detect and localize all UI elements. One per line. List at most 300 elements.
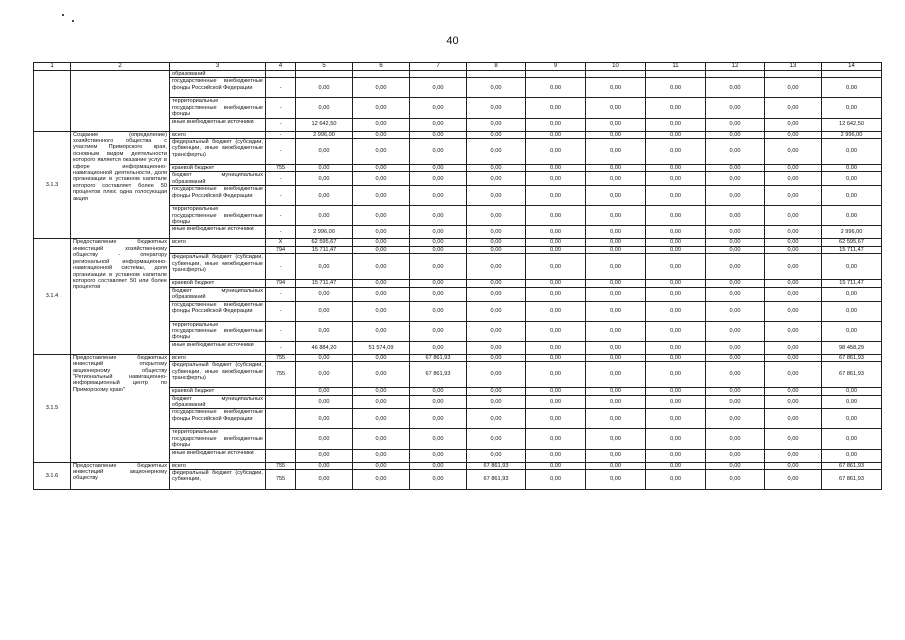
amount-cell: 0,00 xyxy=(296,388,353,395)
amount-cell: 0,00 xyxy=(353,287,410,301)
amount-cell: 0,00 xyxy=(822,206,882,226)
amount-cell: 0,00 xyxy=(765,409,822,429)
amount-cell: 0,00 xyxy=(586,239,646,246)
amount-cell: 0,00 xyxy=(646,409,706,429)
budget-code: 794 xyxy=(266,246,296,253)
budget-code xyxy=(266,395,296,409)
funding-source: федеральный бюджет (субсидии, субвенции, xyxy=(170,469,266,489)
amount-cell: 0,00 xyxy=(822,186,882,206)
budget-code: 794 xyxy=(266,280,296,287)
amount-cell: 0,00 xyxy=(765,186,822,206)
amount-cell: 0,00 xyxy=(526,388,586,395)
column-number-row xyxy=(34,63,882,71)
amount-cell: 0,00 xyxy=(822,98,882,118)
amount-cell: 0,00 xyxy=(353,206,410,226)
amount-cell: 15 711,47 xyxy=(296,246,353,253)
section-number: 3.1.4 xyxy=(34,239,71,354)
amount-cell: 0,00 xyxy=(410,239,467,246)
budget-code: - xyxy=(266,206,296,226)
amount-cell xyxy=(586,71,646,78)
amount-cell: 0,00 xyxy=(353,301,410,321)
amount-cell: 0,00 xyxy=(765,139,822,165)
section-number: 3.1.6 xyxy=(34,462,71,489)
amount-cell: 0,00 xyxy=(296,321,353,341)
section-number: 3.1.5 xyxy=(34,354,71,462)
amount-cell: 0,00 xyxy=(410,462,467,469)
column-number-header: 14 xyxy=(822,63,882,71)
amount-cell: 0,00 xyxy=(296,449,353,462)
amount-cell: 0,00 xyxy=(706,409,765,429)
amount-cell: 0,00 xyxy=(706,165,765,172)
amount-cell: 0,00 xyxy=(706,226,765,239)
amount-cell: 0,00 xyxy=(410,246,467,253)
amount-cell: 0,00 xyxy=(410,78,467,98)
amount-cell: 0,00 xyxy=(646,206,706,226)
amount-cell: 0,00 xyxy=(353,172,410,186)
amount-cell: 0,00 xyxy=(526,469,586,489)
amount-cell: 0,00 xyxy=(467,341,526,354)
amount-cell: 0,00 xyxy=(706,395,765,409)
amount-cell: 0,00 xyxy=(822,388,882,395)
amount-cell: 0,00 xyxy=(467,78,526,98)
amount-cell: 0,00 xyxy=(706,98,765,118)
amount-cell: 0,00 xyxy=(586,395,646,409)
amount-cell: 0,00 xyxy=(410,287,467,301)
amount-cell: 0,00 xyxy=(765,301,822,321)
amount-cell: 0,00 xyxy=(353,449,410,462)
amount-cell: 0,00 xyxy=(646,362,706,388)
budget-code: - xyxy=(266,254,296,280)
amount-cell: 0,00 xyxy=(646,354,706,361)
funding-source: краевой бюджет xyxy=(170,280,266,287)
amount-cell: 0,00 xyxy=(526,254,586,280)
amount-cell: 0,00 xyxy=(353,246,410,253)
amount-cell: 0,00 xyxy=(353,118,410,131)
amount-cell: 0,00 xyxy=(467,449,526,462)
amount-cell: 0,00 xyxy=(706,172,765,186)
amount-cell: 0,00 xyxy=(646,395,706,409)
amount-cell: 0,00 xyxy=(467,254,526,280)
amount-cell: 0,00 xyxy=(353,165,410,172)
amount-cell: 15 711,47 xyxy=(822,280,882,287)
amount-cell xyxy=(526,71,586,78)
amount-cell: 0,00 xyxy=(526,239,586,246)
amount-cell: 12 642,50 xyxy=(822,118,882,131)
amount-cell: 0,00 xyxy=(765,254,822,280)
amount-cell: 0,00 xyxy=(765,78,822,98)
amount-cell: 0,00 xyxy=(586,246,646,253)
amount-cell: 0,00 xyxy=(586,131,646,138)
amount-cell: 0,00 xyxy=(586,165,646,172)
amount-cell: 0,00 xyxy=(586,301,646,321)
amount-cell: 0,00 xyxy=(526,354,586,361)
amount-cell: 0,00 xyxy=(296,469,353,489)
amount-cell: 0,00 xyxy=(586,118,646,131)
amount-cell: 0,00 xyxy=(586,280,646,287)
amount-cell: 62 595,67 xyxy=(822,239,882,246)
amount-cell: 0,00 xyxy=(526,301,586,321)
amount-cell: 0,00 xyxy=(467,280,526,287)
amount-cell: 0,00 xyxy=(353,429,410,449)
amount-cell: 0,00 xyxy=(353,239,410,246)
amount-cell: 0,00 xyxy=(822,287,882,301)
amount-cell: 0,00 xyxy=(526,341,586,354)
amount-cell: 0,00 xyxy=(526,449,586,462)
amount-cell: 0,00 xyxy=(296,98,353,118)
amount-cell: 0,00 xyxy=(526,462,586,469)
budget-code: - xyxy=(266,301,296,321)
amount-cell: 0,00 xyxy=(765,280,822,287)
amount-cell: 0,00 xyxy=(586,139,646,165)
amount-cell: 0,00 xyxy=(410,341,467,354)
amount-cell: 0,00 xyxy=(822,78,882,98)
amount-cell: 0,00 xyxy=(586,409,646,429)
amount-cell: 0,00 xyxy=(296,362,353,388)
amount-cell: 0,00 xyxy=(353,226,410,239)
amount-cell: 0,00 xyxy=(526,287,586,301)
amount-cell: 0,00 xyxy=(410,206,467,226)
funding-source: территориальные государственные внебюджетные фонды xyxy=(170,321,266,341)
budget-code: - xyxy=(266,139,296,165)
amount-cell: 0,00 xyxy=(646,78,706,98)
amount-cell: 0,00 xyxy=(765,239,822,246)
column-number-header: 7 xyxy=(410,63,467,71)
amount-cell: 0,00 xyxy=(646,186,706,206)
column-number-header: 13 xyxy=(765,63,822,71)
amount-cell: 0,00 xyxy=(706,139,765,165)
amount-cell: 0,00 xyxy=(822,395,882,409)
amount-cell: 0,00 xyxy=(353,395,410,409)
activity-description: Предоставление бюджетных инвестиций акционерному обществу xyxy=(71,462,170,489)
amount-cell: 15 711,47 xyxy=(822,246,882,253)
funding-source: государственные внебюджетные фонды Российской Федерации xyxy=(170,186,266,206)
amount-cell: 0,00 xyxy=(586,78,646,98)
amount-cell: 0,00 xyxy=(467,131,526,138)
budget-code: 755 xyxy=(266,362,296,388)
amount-cell: 0,00 xyxy=(467,246,526,253)
budget-code: - xyxy=(266,226,296,239)
amount-cell: 0,00 xyxy=(526,226,586,239)
amount-cell: 0,00 xyxy=(410,226,467,239)
amount-cell: 0,00 xyxy=(646,139,706,165)
amount-cell: 0,00 xyxy=(706,239,765,246)
amount-cell: 67 861,93 xyxy=(410,362,467,388)
funding-source: бюджет муниципальных образований xyxy=(170,287,266,301)
funding-source: иные внебюджетные источники xyxy=(170,226,266,239)
amount-cell: 67 861,93 xyxy=(822,469,882,489)
amount-cell: 12 642,50 xyxy=(296,118,353,131)
amount-cell: 0,00 xyxy=(706,287,765,301)
amount-cell: 0,00 xyxy=(586,172,646,186)
amount-cell: 0,00 xyxy=(467,362,526,388)
amount-cell xyxy=(646,71,706,78)
funding-source: территориальные государственные внебюджетные фонды xyxy=(170,98,266,118)
amount-cell: 0,00 xyxy=(353,139,410,165)
amount-cell: 0,00 xyxy=(646,246,706,253)
table-row xyxy=(34,239,882,246)
column-number-header: 12 xyxy=(706,63,765,71)
amount-cell: 0,00 xyxy=(526,118,586,131)
amount-cell: 0,00 xyxy=(353,98,410,118)
amount-cell: 0,00 xyxy=(706,388,765,395)
amount-cell: 0,00 xyxy=(353,254,410,280)
budget-code: - xyxy=(266,98,296,118)
amount-cell: 0,00 xyxy=(296,287,353,301)
amount-cell: 0,00 xyxy=(353,186,410,206)
amount-cell: 0,00 xyxy=(353,354,410,361)
funding-source: всего xyxy=(170,239,266,246)
funding-source: краевой бюджет xyxy=(170,165,266,172)
amount-cell: 67 861,93 xyxy=(467,462,526,469)
amount-cell: 0,00 xyxy=(296,139,353,165)
amount-cell: 0,00 xyxy=(586,226,646,239)
amount-cell: 0,00 xyxy=(467,139,526,165)
amount-cell: 51 574,09 xyxy=(353,341,410,354)
amount-cell: 0,00 xyxy=(353,462,410,469)
amount-cell: 0,00 xyxy=(586,206,646,226)
amount-cell: 0,00 xyxy=(410,395,467,409)
amount-cell: 0,00 xyxy=(646,172,706,186)
amount-cell: 0,00 xyxy=(296,78,353,98)
amount-cell: 0,00 xyxy=(586,341,646,354)
amount-cell: 0,00 xyxy=(353,409,410,429)
amount-cell: 0,00 xyxy=(765,206,822,226)
amount-cell: 0,00 xyxy=(410,165,467,172)
amount-cell: 0,00 xyxy=(410,321,467,341)
amount-cell: 0,00 xyxy=(765,395,822,409)
amount-cell: 0,00 xyxy=(706,280,765,287)
amount-cell: 0,00 xyxy=(410,118,467,131)
amount-cell: 0,00 xyxy=(646,254,706,280)
amount-cell: 0,00 xyxy=(296,409,353,429)
budget-code: - xyxy=(266,321,296,341)
amount-cell: 0,00 xyxy=(353,362,410,388)
amount-cell: 0,00 xyxy=(410,469,467,489)
activity-description: Создание (определение) хозяйственного общества с участием Приморского края, основным видом деятельности которого является оказание услуг в сфере информационно-навигационной деятельности, доля организации в уставном капитале которого составляет более 50 процентов плюс одна голосующая акция xyxy=(71,131,170,239)
amount-cell: 0,00 xyxy=(706,469,765,489)
amount-cell: 0,00 xyxy=(586,354,646,361)
amount-cell: 0,00 xyxy=(765,354,822,361)
amount-cell: 0,00 xyxy=(410,131,467,138)
amount-cell: 62 595,67 xyxy=(296,239,353,246)
amount-cell: 0,00 xyxy=(822,409,882,429)
activity-description xyxy=(71,71,170,132)
amount-cell: 2 996,00 xyxy=(296,131,353,138)
amount-cell: 0,00 xyxy=(765,118,822,131)
amount-cell: 0,00 xyxy=(646,341,706,354)
amount-cell: 0,00 xyxy=(822,321,882,341)
amount-cell: 0,00 xyxy=(296,301,353,321)
budget-code: X xyxy=(266,239,296,246)
column-number-header: 11 xyxy=(646,63,706,71)
amount-cell: 0,00 xyxy=(467,409,526,429)
amount-cell: 67 861,93 xyxy=(467,469,526,489)
amount-cell: 0,00 xyxy=(765,449,822,462)
amount-cell: 0,00 xyxy=(646,301,706,321)
amount-cell: 0,00 xyxy=(526,131,586,138)
amount-cell: 0,00 xyxy=(822,449,882,462)
amount-cell xyxy=(822,71,882,78)
amount-cell: 0,00 xyxy=(822,301,882,321)
amount-cell: 0,00 xyxy=(467,354,526,361)
amount-cell: 67 861,93 xyxy=(822,462,882,469)
amount-cell: 0,00 xyxy=(646,462,706,469)
amount-cell: 0,00 xyxy=(646,429,706,449)
amount-cell: 0,00 xyxy=(646,388,706,395)
amount-cell: 0,00 xyxy=(646,280,706,287)
amount-cell: 0,00 xyxy=(410,449,467,462)
amount-cell: 0,00 xyxy=(467,388,526,395)
amount-cell: 0,00 xyxy=(765,362,822,388)
budget-table xyxy=(33,62,882,490)
column-number-header: 5 xyxy=(296,63,353,71)
amount-cell: 0,00 xyxy=(467,186,526,206)
amount-cell: 0,00 xyxy=(467,98,526,118)
amount-cell: 0,00 xyxy=(706,321,765,341)
amount-cell: 0,00 xyxy=(646,469,706,489)
amount-cell: 0,00 xyxy=(765,388,822,395)
column-number-header: 9 xyxy=(526,63,586,71)
amount-cell: 0,00 xyxy=(586,287,646,301)
column-number-header: 3 xyxy=(170,63,266,71)
budget-code xyxy=(266,71,296,78)
funding-source: федеральный бюджет (субсидии, субвенции, иные межбюджетные трансферты) xyxy=(170,254,266,280)
amount-cell xyxy=(467,71,526,78)
funding-source: федеральный бюджет (субсидии, субвенции, иные межбюджетные трансферты) xyxy=(170,139,266,165)
amount-cell: 0,00 xyxy=(467,165,526,172)
amount-cell: 0,00 xyxy=(765,226,822,239)
amount-cell: 0,00 xyxy=(586,321,646,341)
amount-cell: 0,00 xyxy=(822,139,882,165)
amount-cell: 0,00 xyxy=(410,388,467,395)
amount-cell: 0,00 xyxy=(586,362,646,388)
scan-speck xyxy=(62,14,64,16)
amount-cell: 67 861,93 xyxy=(822,362,882,388)
amount-cell: 0,00 xyxy=(646,226,706,239)
budget-code: - xyxy=(266,78,296,98)
budget-code: - xyxy=(266,118,296,131)
amount-cell: 0,00 xyxy=(467,118,526,131)
amount-cell: 0,00 xyxy=(296,462,353,469)
column-number-header: 1 xyxy=(34,63,71,71)
amount-cell: 0,00 xyxy=(706,186,765,206)
page-number: 40 xyxy=(446,35,459,47)
funding-source: государственные внебюджетные фонды Российской Федерации xyxy=(170,78,266,98)
amount-cell: 0,00 xyxy=(410,409,467,429)
table-row xyxy=(34,71,882,78)
amount-cell: 0,00 xyxy=(765,172,822,186)
amount-cell: 0,00 xyxy=(296,165,353,172)
amount-cell: 0,00 xyxy=(706,429,765,449)
amount-cell: 0,00 xyxy=(410,254,467,280)
budget-code: 755 xyxy=(266,165,296,172)
amount-cell: 0,00 xyxy=(526,186,586,206)
amount-cell: 0,00 xyxy=(467,206,526,226)
budget-code xyxy=(266,429,296,449)
amount-cell: 0,00 xyxy=(526,409,586,429)
funding-source: бюджет муниципальных образований xyxy=(170,395,266,409)
amount-cell: 0,00 xyxy=(586,254,646,280)
amount-cell: 0,00 xyxy=(646,239,706,246)
amount-cell: 0,00 xyxy=(586,98,646,118)
funding-source: иные внебюджетные источники xyxy=(170,341,266,354)
amount-cell: 0,00 xyxy=(646,118,706,131)
funding-source: государственные внебюджетные фонды Российской Федерации xyxy=(170,409,266,429)
amount-cell: 0,00 xyxy=(765,287,822,301)
amount-cell: 0,00 xyxy=(526,395,586,409)
amount-cell: 0,00 xyxy=(765,131,822,138)
table-row xyxy=(34,462,882,469)
amount-cell: 0,00 xyxy=(353,469,410,489)
amount-cell: 0,00 xyxy=(646,131,706,138)
amount-cell: 0,00 xyxy=(706,341,765,354)
amount-cell: 0,00 xyxy=(526,165,586,172)
amount-cell: 0,00 xyxy=(586,429,646,449)
amount-cell: 0,00 xyxy=(526,78,586,98)
amount-cell: 2 996,00 xyxy=(822,131,882,138)
funding-source: всего xyxy=(170,354,266,361)
amount-cell: 0,00 xyxy=(765,165,822,172)
amount-cell: 2 996,00 xyxy=(296,226,353,239)
amount-cell: 0,00 xyxy=(410,301,467,321)
scan-speck xyxy=(72,20,74,22)
amount-cell: 98 458,29 xyxy=(822,341,882,354)
amount-cell: 0,00 xyxy=(410,139,467,165)
amount-cell: 0,00 xyxy=(706,131,765,138)
amount-cell: 0,00 xyxy=(646,165,706,172)
amount-cell: 0,00 xyxy=(706,254,765,280)
funding-source: всего xyxy=(170,131,266,138)
amount-cell: 0,00 xyxy=(526,246,586,253)
amount-cell: 0,00 xyxy=(467,321,526,341)
amount-cell: 0,00 xyxy=(822,254,882,280)
table-row xyxy=(34,131,882,138)
amount-cell: 0,00 xyxy=(526,206,586,226)
amount-cell: 0,00 xyxy=(296,206,353,226)
activity-description: Предоставление бюджетных инвестиций открытому акционерному обществу "Региональный навигационно-информационный центр по Приморскому краю" xyxy=(71,354,170,462)
funding-source: территориальные государственные внебюджетные фонды xyxy=(170,429,266,449)
amount-cell: 0,00 xyxy=(467,429,526,449)
amount-cell: 0,00 xyxy=(467,395,526,409)
budget-table-body xyxy=(34,71,882,490)
amount-cell: 0,00 xyxy=(765,98,822,118)
funding-source: иные внебюджетные источники xyxy=(170,449,266,462)
amount-cell: 0,00 xyxy=(706,206,765,226)
amount-cell: 0,00 xyxy=(526,98,586,118)
amount-cell: 0,00 xyxy=(353,78,410,98)
amount-cell: 0,00 xyxy=(353,388,410,395)
amount-cell: 0,00 xyxy=(410,429,467,449)
amount-cell: 0,00 xyxy=(467,301,526,321)
budget-code: - xyxy=(266,341,296,354)
funding-source: федеральный бюджет (субсидии, субвенции, иные межбюджетные трансферты) xyxy=(170,362,266,388)
amount-cell xyxy=(706,71,765,78)
amount-cell: 0,00 xyxy=(765,246,822,253)
budget-code: - xyxy=(266,287,296,301)
budget-code: - xyxy=(266,172,296,186)
amount-cell xyxy=(765,71,822,78)
amount-cell: 0,00 xyxy=(586,449,646,462)
amount-cell: 0,00 xyxy=(822,165,882,172)
amount-cell: 0,00 xyxy=(526,429,586,449)
amount-cell: 0,00 xyxy=(296,186,353,206)
amount-cell: 0,00 xyxy=(706,301,765,321)
amount-cell: 0,00 xyxy=(467,226,526,239)
amount-cell: 0,00 xyxy=(526,172,586,186)
amount-cell: 0,00 xyxy=(765,321,822,341)
activity-description: Предоставление бюджетных инвестиций хозяйственному обществу - оператору региональной информационно-навигационной системы, доля организации в уставном капитале которого составляет 50 или более процентов xyxy=(71,239,170,354)
amount-cell: 0,00 xyxy=(353,131,410,138)
